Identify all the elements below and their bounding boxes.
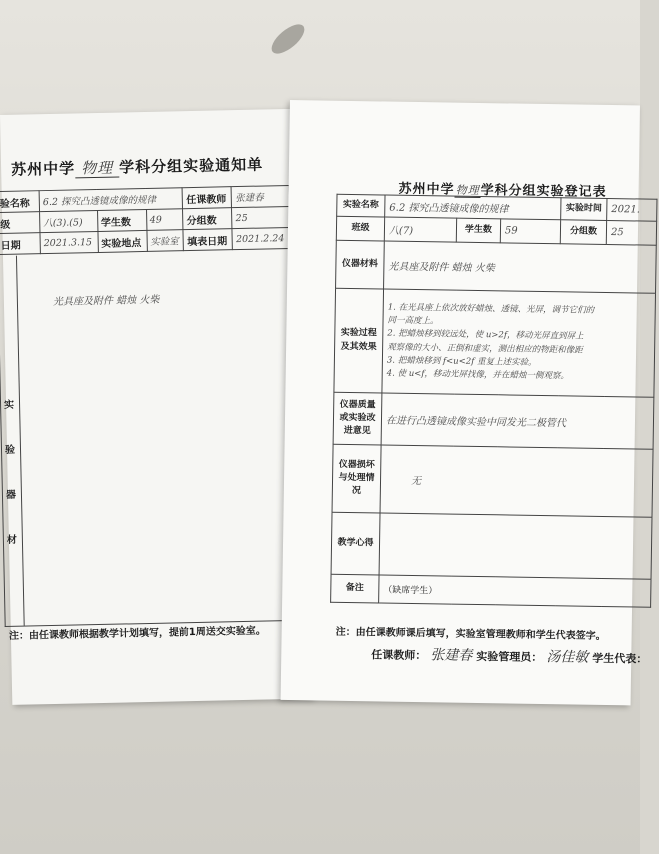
teacher-signature: 张建春 (430, 647, 473, 664)
process-line: 观察像的大小、正倒和虚实，测出相应的物距和像距 (387, 342, 583, 356)
fill-date-label: 填表日期 (183, 229, 232, 251)
table-row (331, 512, 652, 579)
process-line: 3. 把蜡烛移到 f<u<2f 重复上述实验。 (386, 355, 537, 368)
place-value: 实验室 (146, 230, 183, 252)
student-signature-label: 学生代表： (592, 651, 648, 666)
manager-signature-label: 实验管理员： (476, 649, 543, 665)
damage-label: 仪器损坏与处理情况 (332, 444, 381, 513)
experiment-name-value: 6.2 探究凸透镜成像的规律 (39, 188, 183, 212)
title-subject: 物理 (75, 159, 119, 179)
table-row (331, 574, 651, 607)
side-char: 实 (3, 399, 15, 411)
experiment-time-value: 2021. (607, 198, 657, 221)
teacher-value: 张建春 (231, 185, 289, 207)
title-suffix: 学科分组实验通知单 (118, 155, 264, 177)
title-suffix: 学科分组实验登记表 (480, 183, 607, 200)
process-line: 4. 使 u<f，移动光屏找像，并在蜡烛一侧观察。 (386, 368, 570, 382)
reflection-value (379, 513, 652, 579)
groups-label: 分组数 (560, 220, 606, 245)
equipment-label: 仪器材料 (336, 240, 385, 289)
damage-value: 无 (380, 445, 653, 517)
reflection-label: 教学心得 (331, 512, 380, 575)
students-value: 49 (146, 209, 183, 231)
register-form-sheet (281, 100, 648, 705)
process-label: 实验过程及其效果 (334, 288, 384, 393)
table-row (336, 240, 657, 293)
side-char: 验 (4, 444, 16, 456)
process-line: 同一高度上。 (387, 315, 439, 327)
date-label: 日期 (0, 233, 40, 255)
process-line: 2. 把蜡烛移到较远处，使 u>2f，移动光屏直到屏上 (387, 328, 584, 342)
place-label: 实验地点 (98, 230, 147, 252)
groups-value: 25 (232, 206, 290, 228)
side-char: 材 (6, 534, 18, 546)
table-row (334, 288, 656, 397)
class-label: 级 (0, 212, 40, 234)
remark-value: （缺席学生） (379, 575, 651, 607)
manager-signature: 汤佳敏 (546, 649, 589, 666)
table-row (333, 392, 654, 449)
notice-form-header-table (0, 185, 291, 255)
experiment-time-label: 实验时间 (561, 198, 607, 221)
process-value (382, 289, 656, 397)
materials-section (0, 250, 299, 627)
register-form-table (330, 194, 657, 608)
notice-form-sheet (0, 109, 312, 705)
students-value: 59 (500, 219, 560, 244)
table-row (332, 444, 653, 517)
title-prefix: 苏州中学 (398, 181, 455, 198)
notice-footnote: 注：由任课教师根据教学计划填写，提前1周送交实验室。 (8, 625, 266, 642)
experiment-name-label: 实验名称 (337, 194, 385, 217)
materials-value: 光具座及附件 蜡烛 火柴 (52, 294, 160, 308)
teacher-label: 任课教师 (183, 187, 232, 209)
signature-line (371, 643, 647, 667)
date-value: 2021.3.15 (40, 231, 98, 253)
class-value: 八(7) (384, 217, 456, 242)
class-label: 班级 (336, 216, 384, 241)
experiment-name-value: 6.2 探究凸透镜成像的规律 (385, 195, 561, 220)
fill-date-value: 2021.2.24 (232, 227, 290, 249)
students-label: 学生数 (97, 209, 146, 231)
materials-side-label (0, 256, 25, 626)
notice-form-title (11, 154, 263, 180)
equipment-value: 光具座及附件 蜡烛 火柴 (384, 241, 657, 293)
register-footnote: 注：由任课教师课后填写，实验室管理教师和学生代表签字。 (335, 626, 606, 643)
title-subject: 物理 (455, 183, 480, 197)
experiment-name-label: 验名称 (0, 191, 40, 213)
groups-value: 25 (606, 220, 656, 245)
teacher-signature-label: 任课教师： (371, 648, 427, 663)
remark-label: 备注 (331, 574, 379, 603)
side-char: 器 (5, 489, 17, 501)
process-line: 1. 在光具座上依次放好蜡烛、透镜、光屏，调节它们的 (387, 302, 595, 316)
quality-label: 仪器质量或实验改进意见 (333, 392, 382, 445)
students-label: 学生数 (456, 218, 500, 243)
title-prefix: 苏州中学 (10, 159, 76, 179)
groups-label: 分组数 (183, 208, 232, 230)
quality-value: 在进行凸透镜成像实验中同发光二极管代 (381, 393, 654, 449)
class-value: 八(3).(5) (40, 210, 98, 232)
